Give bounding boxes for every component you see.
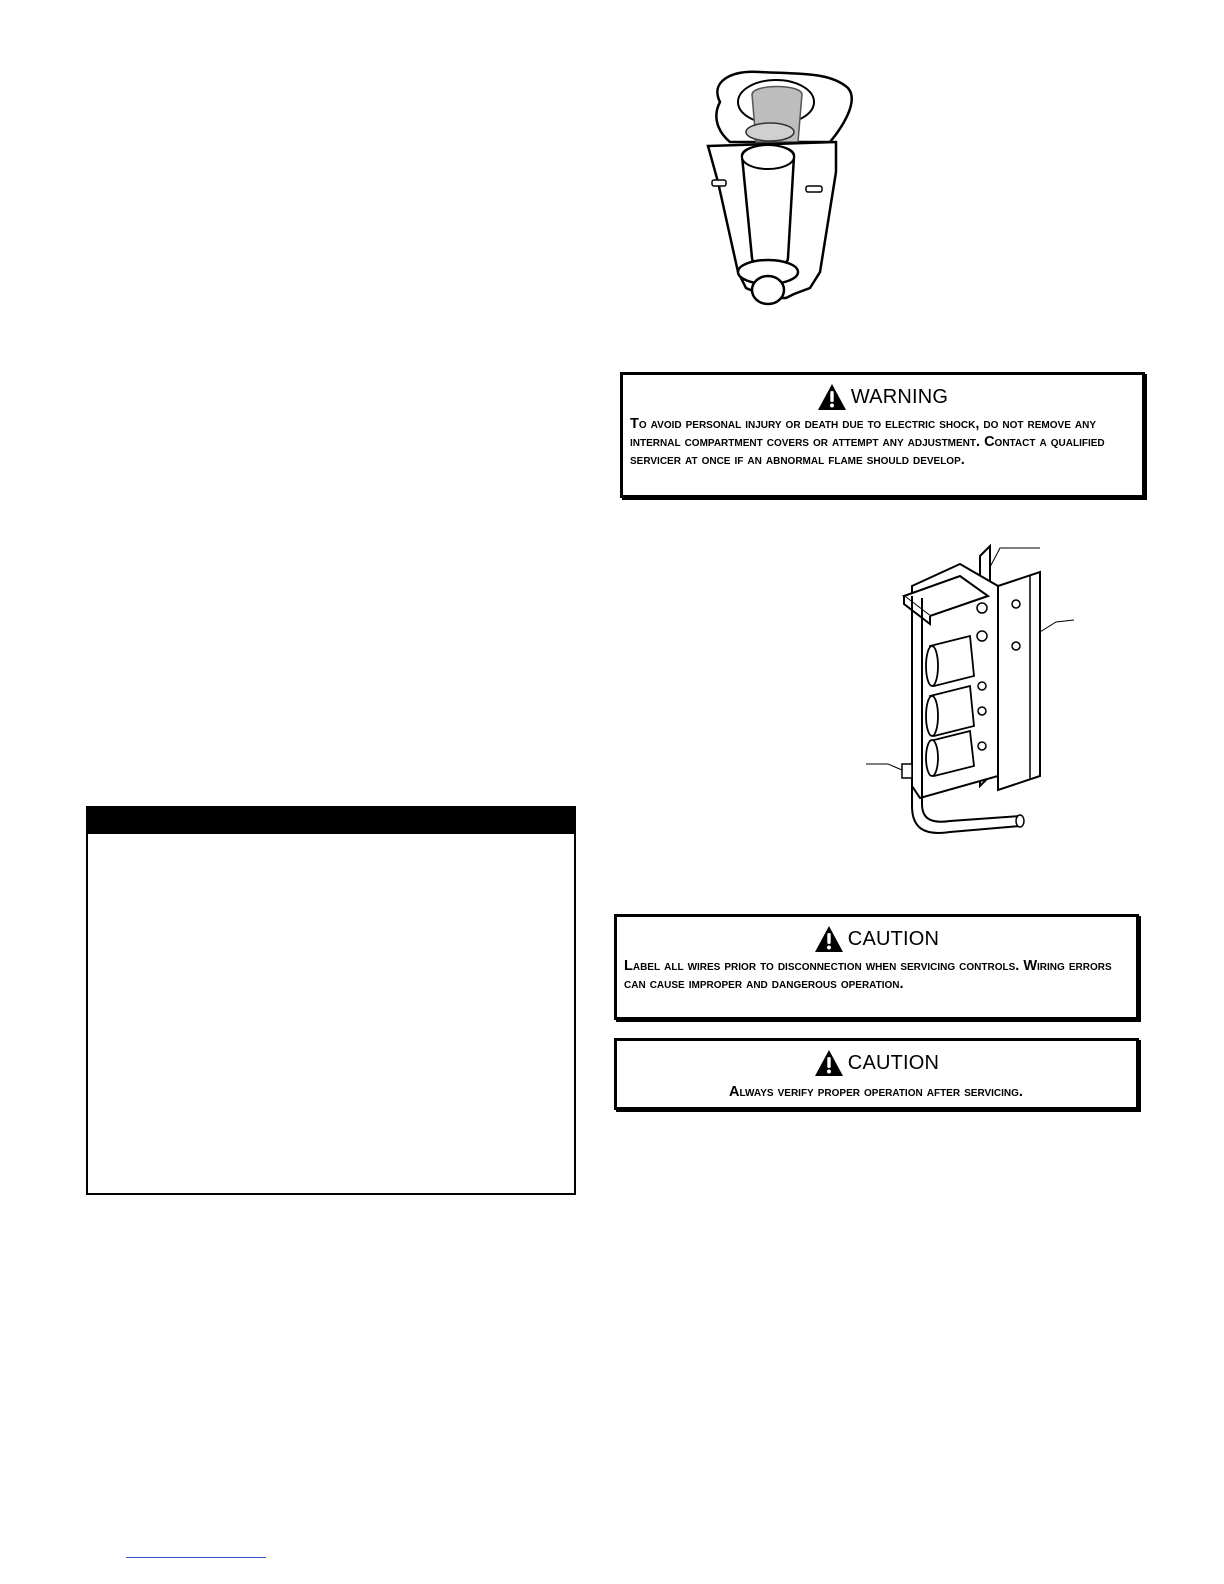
warning-triangle-icon: [814, 925, 844, 953]
caution-title: CAUTION: [847, 927, 940, 950]
warning-box: [620, 372, 1145, 498]
warning-title: WARNING: [850, 385, 949, 408]
caution-box-verify: [614, 1038, 1139, 1110]
caution-box-wires: [614, 914, 1139, 1020]
burner-flame-figure: [690, 62, 870, 312]
warning-triangle-icon: [817, 383, 847, 411]
table-header-bar: [88, 808, 574, 834]
warning-text: To avoid personal injury or death due to electric shock, do not remove any internal compartment covers or attempt any adjustment. Contact a qualified servicer at once if an abnormal flame should develop.: [630, 416, 1105, 468]
caution-title: CAUTION: [847, 1051, 940, 1074]
data-table: [86, 806, 576, 1195]
burner-assembly-figure: [860, 536, 1090, 846]
caution-text: Always verify proper operation after servicing.: [729, 1084, 1023, 1100]
footer-rule: [126, 1557, 266, 1558]
warning-triangle-icon: [814, 1049, 844, 1077]
caution-text: Label all wires prior to disconnection when servicing controls. Wiring errors can cause improper and dangerous operation.: [624, 958, 1112, 992]
